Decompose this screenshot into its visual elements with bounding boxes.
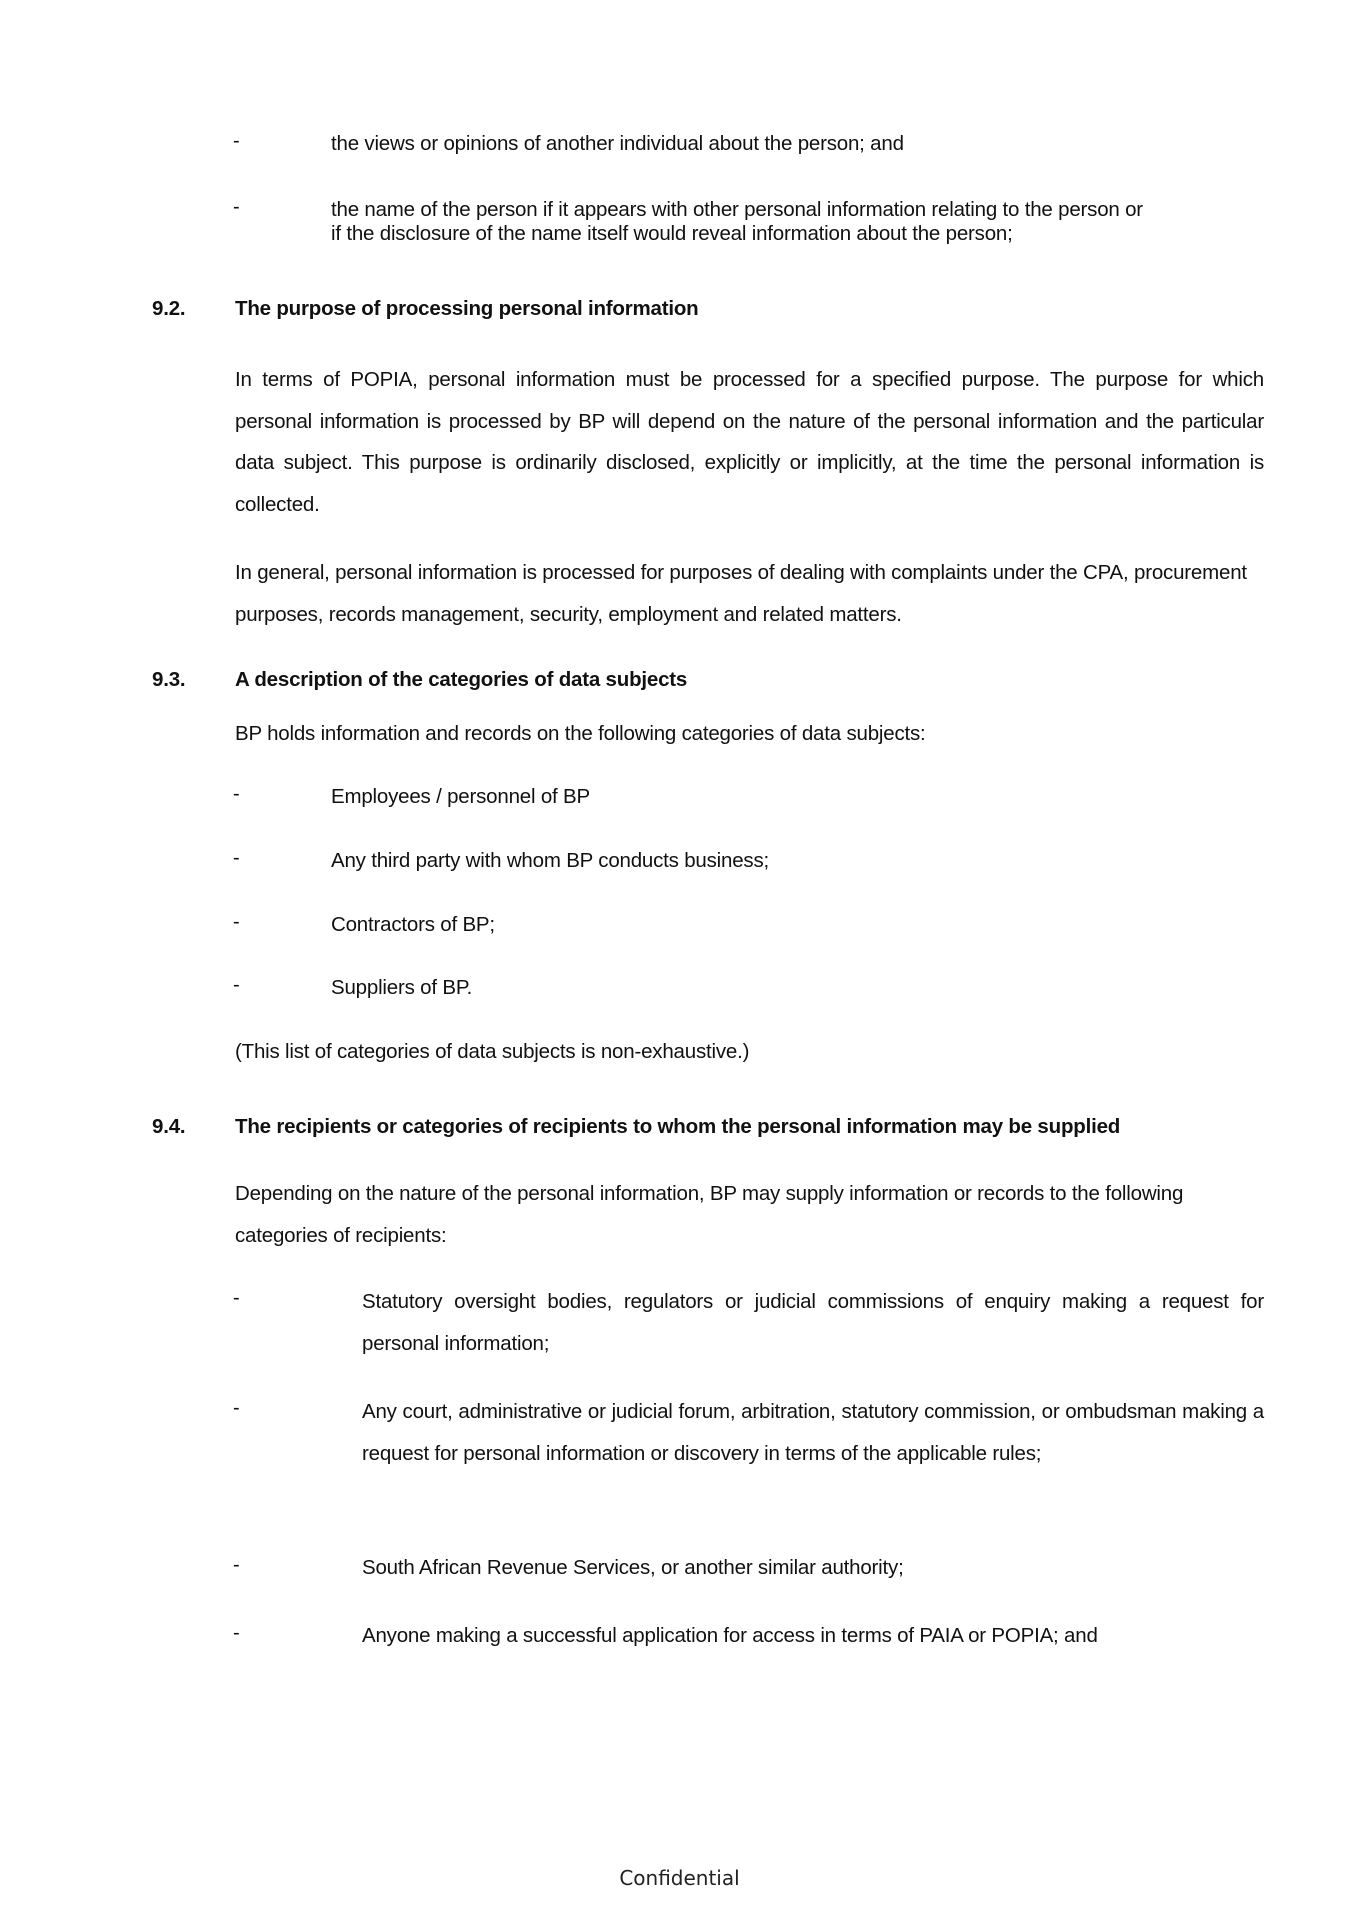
bullet-dash: - [233,911,240,933]
paragraph: In terms of POPIA, personal information must be processed for a specified purpose. The purpose for which personal information is processed by BP will depend on the nature of the personal information and the particular data subject. This purpose is ordinarily disclosed, explicitly or implicitly, at the time the personal information is collected. [235,368,1264,516]
bullet-dash: - [233,974,240,996]
list-item: Any third party with whom BP conducts business; [331,849,770,872]
section-number: 9.2. [152,297,186,320]
section-number: 9.4. [152,1115,186,1138]
list-item: Employees / personnel of BP [331,785,590,808]
bullet-dash: - [233,196,240,218]
paragraph: In general, personal information is processed for purposes of dealing with complaints under the CPA, procurement purposes, records management, security, employment and related matters. [235,561,1247,626]
list-item: Suppliers of BP. [331,976,473,999]
bullet-dash: - [233,130,240,152]
section-intro: Depending on the nature of the personal information, BP may supply information or records to the following categories of recipients: [235,1182,1184,1247]
list-item: Contractors of BP; [331,913,495,936]
bullet-text: the name of the person if it appears with other personal information relating to the person or [331,198,1143,221]
section-intro: BP holds information and records on the following categories of data subjects: [235,722,926,745]
section-number: 9.3. [152,668,186,691]
section-heading: A description of the categories of data subjects [235,668,688,691]
list-item: Any court, administrative or judicial forum, arbitration, statutory commission, or ombudsman making a request for personal information or discovery in terms of the applicable rules; [362,1400,1264,1465]
bullet-dash: - [233,1397,240,1419]
list-item: South African Revenue Services, or another similar authority; [362,1556,904,1579]
list-item: Anyone making a successful application for access in terms of PAIA or POPIA; and [362,1624,1098,1647]
bullet-text-continued: if the disclosure of the name itself would reveal information about the person; [331,222,1013,245]
section-heading: The purpose of processing personal information [235,297,699,320]
section-heading: The recipients or categories of recipients to whom the personal information may be supplied [235,1115,1121,1138]
list-note: (This list of categories of data subjects is non-exhaustive.) [235,1040,750,1063]
bullet-dash: - [233,1622,240,1644]
bullet-dash: - [233,1554,240,1576]
list-item: Statutory oversight bodies, regulators or judicial commissions of enquiry making a request for personal information; [362,1290,1264,1355]
bullet-dash: - [233,783,240,805]
bullet-dash: - [233,1287,240,1309]
bullet-dash: - [233,847,240,869]
footer-confidential: Confidential [619,1866,740,1890]
bullet-text: the views or opinions of another individual about the person; and [331,132,904,155]
